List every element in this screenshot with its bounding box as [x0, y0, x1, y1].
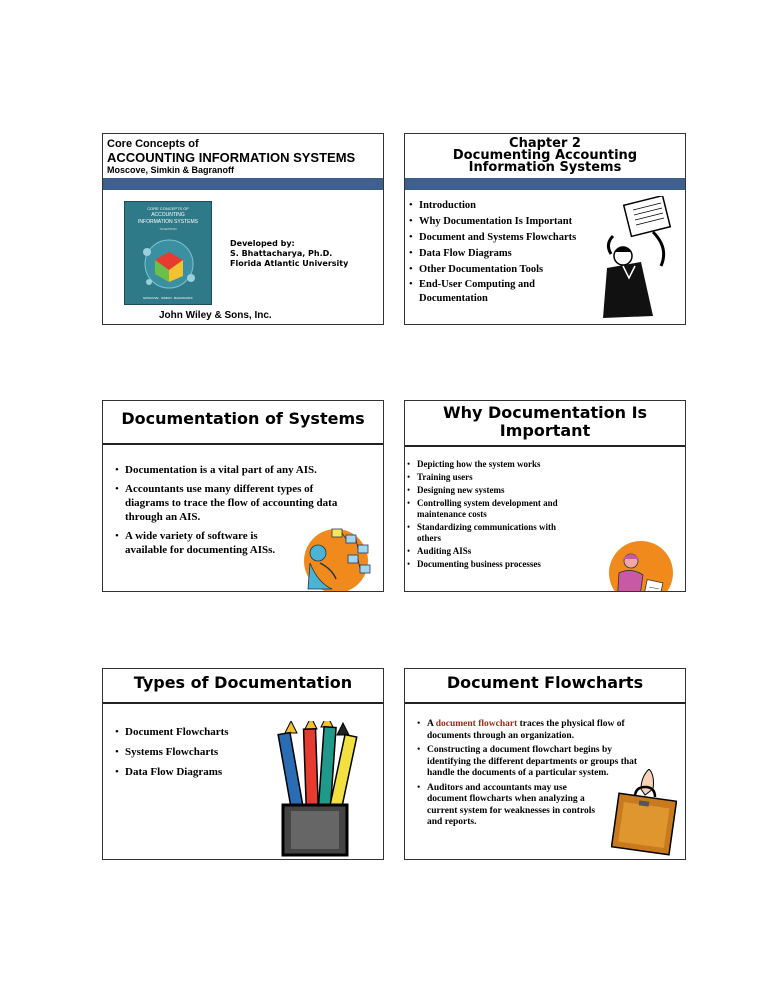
person-with-diagram-clipart — [302, 523, 380, 591]
title-divider — [103, 702, 383, 704]
bullet-list — [407, 459, 587, 570]
chapter-label: Chapter 2 — [509, 136, 581, 151]
bullet-item: • Training users — [407, 472, 587, 483]
bullet-list — [115, 725, 265, 779]
slide-title-ais — [102, 133, 384, 325]
chapter-outline — [409, 198, 599, 306]
bullet-item: • Controlling system development and maintenance costs — [407, 498, 587, 520]
title-divider — [103, 443, 383, 445]
slide-title: Types of Documentation — [133, 673, 353, 692]
outline-item: • Document and Systems Flowcharts — [409, 230, 599, 246]
bullet-item: • Auditing AISs — [407, 546, 587, 557]
title-divider — [405, 702, 685, 704]
bullet1-rest: traces the physical flow of documents through an organization. — [427, 719, 625, 741]
bullet-item: • Standardizing communications with others — [407, 522, 557, 544]
book-cover-image — [124, 201, 212, 305]
slide-why-documentation — [404, 400, 686, 592]
top-label: Core Concepts of — [107, 138, 199, 150]
slide-title-line1: Why Documentation Is — [442, 403, 648, 422]
bullet1-prefix: A — [427, 719, 436, 729]
bullet-item: • Auditors and accountants may use document flowcharts when analyzing a current system for weaknesses in controls and reports. — [417, 783, 609, 829]
pencil-cup-clipart — [271, 721, 361, 860]
book-authors: Moscove, Simkin & Bagranoff — [107, 165, 235, 175]
cover-globe-art — [125, 230, 213, 300]
outline-item: • End-User Computing and Documentation — [409, 278, 579, 306]
bullet-item: • Constructing a document flowchart begins by identifying the different departments or groups that handle the documents of a particular system. — [417, 745, 653, 780]
bullet-item: • Documentation is a vital part of any AIS. — [115, 463, 345, 477]
slide-chapter-2 — [404, 133, 686, 325]
bullet-item: • Systems Flowcharts — [115, 745, 265, 759]
title-divider — [405, 445, 685, 447]
outline-item: • Why Documentation Is Important — [409, 214, 599, 230]
cover-line1: CORE CONCEPTS OF — [147, 206, 189, 211]
outline-item: • Other Documentation Tools — [409, 262, 599, 278]
chapter-title-line2: Documenting Accounting — [452, 148, 638, 163]
developer-name: S. Bhattacharya, Ph.D. — [230, 249, 333, 258]
chapter-title-line3: Information Systems — [468, 160, 622, 175]
slide-documentation-of-systems — [102, 400, 384, 592]
developer-affiliation: Florida Atlantic University — [230, 259, 349, 268]
bullet-item — [417, 719, 653, 742]
slide-title: Document Flowcharts — [446, 673, 644, 692]
slide-title-line2: Important — [499, 421, 591, 440]
cover-bottom: MOSCOVE · SIMKIN · BAGRANOFF — [143, 296, 193, 300]
developed-by-label: Developed by: — [230, 239, 295, 248]
slide-document-flowcharts — [404, 668, 686, 860]
bullet-item: • Accountants use many different types of diagrams to trace the flow of accounting data through an AIS. — [115, 482, 345, 524]
cover-line2: ACCOUNTING — [151, 212, 185, 218]
bullet-item: • Documenting business processes — [407, 559, 587, 570]
bullet-item: • Data Flow Diagrams — [115, 765, 265, 779]
slide-title: Documentation of Systems — [121, 409, 365, 428]
outline-item: • Introduction — [409, 198, 599, 214]
title-bar — [103, 178, 383, 190]
bullet-item: • A wide variety of software is available for documenting AISs. — [115, 529, 295, 557]
slide-types-of-documentation — [102, 668, 384, 860]
cover-edition: 7th EDITION — [159, 227, 177, 231]
book-title: ACCOUNTING INFORMATION SYSTEMS — [107, 150, 356, 165]
publisher: John Wiley & Sons, Inc. — [159, 310, 272, 321]
person-holding-document-clipart — [583, 196, 683, 321]
title-bar — [405, 178, 685, 190]
bullet-item: • Designing new systems — [407, 485, 587, 496]
person-reading-clipart — [609, 539, 677, 592]
briefcase-in-hand-clipart — [611, 769, 677, 859]
bullet-item: • Document Flowcharts — [115, 725, 265, 739]
cover-line3: INFORMATION SYSTEMS — [138, 219, 198, 225]
bullet-item: • Depicting how the system works — [407, 459, 587, 470]
document-flowchart-term: document flowchart — [435, 719, 518, 729]
outline-item: • Data Flow Diagrams — [409, 246, 599, 262]
